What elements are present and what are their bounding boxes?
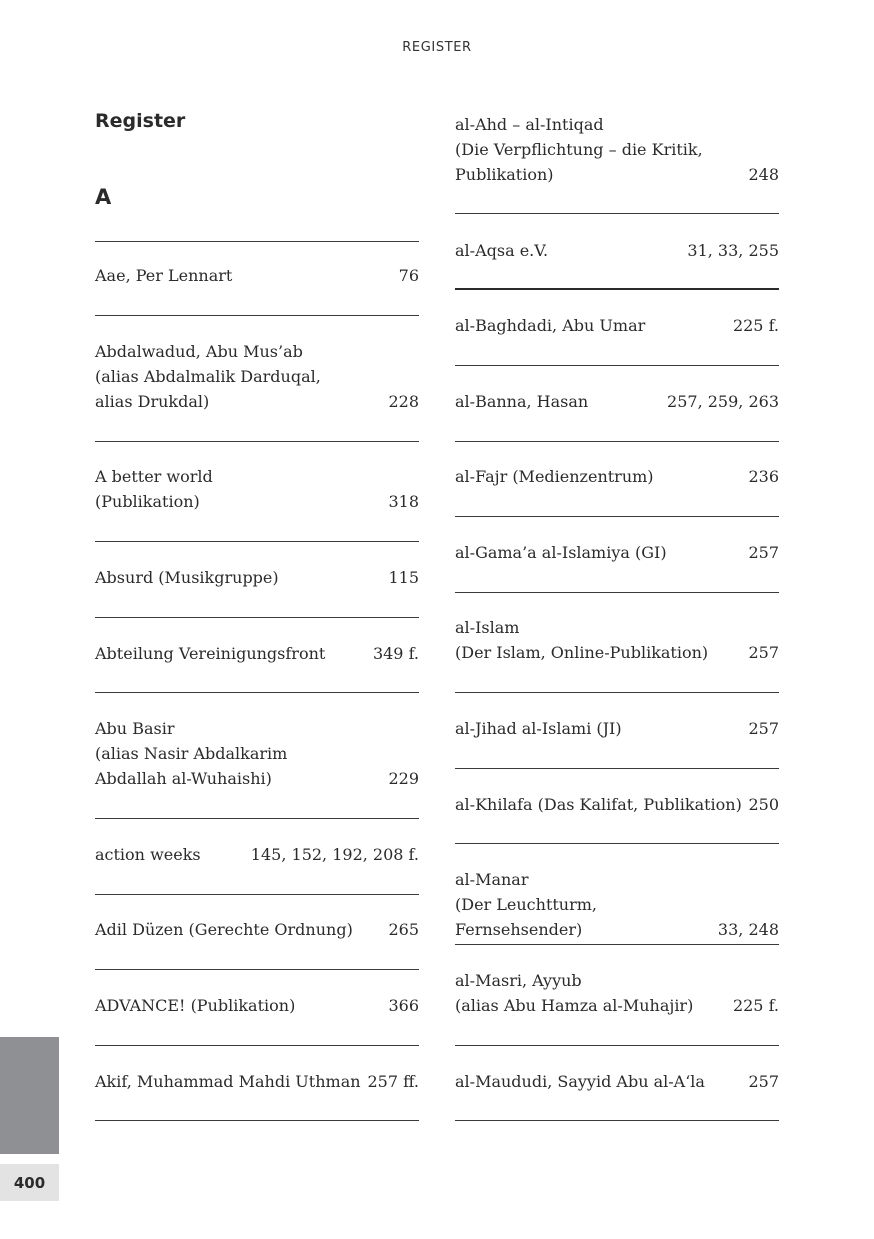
entry-divider <box>95 818 419 819</box>
index-entry <box>95 716 419 792</box>
entry-pages: 115 <box>388 568 419 587</box>
index-entry <box>95 464 419 514</box>
entry-pages: 257 <box>748 1072 779 1091</box>
entry-name: Abdalwadud, Abu Mus’ab (alias Abdalmalik Darduqal, alias Drukdal) <box>95 342 321 412</box>
entry-name: al-Jihad al-Islami (JI) <box>455 719 622 738</box>
index-entry <box>455 238 779 263</box>
entry-divider <box>455 1045 779 1046</box>
entry-divider <box>455 516 779 517</box>
register-title: Register <box>95 110 186 132</box>
entry-pages: 257, 259, 263 <box>667 392 779 411</box>
entry-pages: 257 ff. <box>367 1072 419 1091</box>
entry-pages: 366 <box>388 996 419 1015</box>
index-entry <box>455 867 779 943</box>
entry-divider <box>95 241 419 242</box>
entry-divider <box>455 288 779 290</box>
entry-name: al-Masri, Ayyub (alias Abu Hamza al-Muhajir) <box>455 971 694 1016</box>
entry-divider <box>95 692 419 693</box>
entry-name: al-Manar (Der Leuchtturm, Fernsehsender) <box>455 870 598 940</box>
entry-divider <box>455 944 779 945</box>
entry-name: al-Gama’a al-Islamiya (GI) <box>455 543 667 562</box>
entry-pages: 145, 152, 192, 208 f. <box>250 845 419 864</box>
entry-name: Abteilung Vereinigungsfront <box>95 644 326 663</box>
page-number: 400 <box>0 1164 59 1201</box>
index-entry <box>95 339 419 415</box>
entry-divider <box>455 592 779 593</box>
index-entry <box>95 917 419 942</box>
entry-divider <box>95 1045 419 1046</box>
entry-divider <box>95 315 419 316</box>
entry-pages: 257 <box>748 719 779 738</box>
letter-heading-a: A <box>95 185 112 209</box>
entry-pages: 265 <box>388 920 419 939</box>
side-thumb-tab <box>0 1037 59 1154</box>
entry-divider <box>95 617 419 618</box>
entry-name: al-Ahd – al-Intiqad (Die Verpflichtung – die Kritik, Publikation) <box>455 115 703 185</box>
index-entry <box>95 993 419 1018</box>
entry-divider <box>95 894 419 895</box>
entry-name: al-Islam (Der Islam, Online-Publikation) <box>455 618 709 663</box>
running-header: REGISTER <box>402 40 472 55</box>
index-entry <box>455 1069 779 1094</box>
entry-name: Adil Düzen (Gerechte Ordnung) <box>95 920 353 939</box>
entry-name: al-Aqsa e.V. <box>455 241 549 260</box>
entry-divider <box>455 843 779 844</box>
entry-divider <box>95 969 419 970</box>
entry-pages: 236 <box>748 467 779 486</box>
index-entry <box>455 968 779 1018</box>
entry-name: ADVANCE! (Publikation) <box>95 996 296 1015</box>
index-entry <box>95 263 419 288</box>
index-entry <box>455 716 779 741</box>
entry-pages: 225 f. <box>732 996 779 1016</box>
entry-pages: 76 <box>398 266 419 285</box>
entry-pages: 318 <box>388 492 419 512</box>
entry-pages: 257 <box>748 643 779 663</box>
entry-pages: 250 <box>748 795 779 814</box>
entry-divider <box>95 1120 419 1121</box>
index-entry <box>455 389 779 414</box>
entry-name: al-Fajr (Medienzentrum) <box>455 467 654 486</box>
entry-name: action weeks <box>95 845 201 864</box>
entry-divider <box>455 213 779 214</box>
entry-name: Aae, Per Lennart <box>95 266 233 285</box>
index-entry <box>455 112 779 188</box>
entry-divider <box>455 692 779 693</box>
entry-name: Abu Basir (alias Nasir Abdalkarim Abdallah al-Wuhaishi) <box>95 719 288 789</box>
entry-divider <box>95 541 419 542</box>
entry-name: A better world (Publikation) <box>95 467 213 512</box>
entry-name: al-Maududi, Sayyid Abu al-A‘la <box>455 1072 705 1091</box>
entry-pages: 248 <box>748 165 779 185</box>
index-entry <box>455 792 779 817</box>
entry-divider <box>95 441 419 442</box>
entry-divider <box>455 365 779 366</box>
entry-pages: 31, 33, 255 <box>687 241 779 260</box>
entry-divider <box>455 768 779 769</box>
entry-name: al-Banna, Hasan <box>455 392 589 411</box>
index-entry <box>455 464 779 489</box>
entry-name: Akif, Muhammad Mahdi Uthman <box>95 1072 361 1091</box>
index-entry <box>95 641 419 666</box>
entry-pages: 349 f. <box>372 644 419 663</box>
entry-pages: 225 f. <box>732 316 779 335</box>
index-entry <box>455 313 779 338</box>
entry-pages: 33, 248 <box>717 920 779 940</box>
entry-divider <box>455 441 779 442</box>
entry-name: Absurd (Musikgruppe) <box>95 568 279 587</box>
entry-name: al-Khilafa (Das Kalifat, Publikation) <box>455 795 742 814</box>
entry-name: al-Baghdadi, Abu Umar <box>455 316 646 335</box>
index-entry <box>95 842 419 867</box>
entry-divider <box>455 1120 779 1121</box>
index-entry <box>455 615 779 665</box>
index-entry <box>95 1069 419 1094</box>
index-entry <box>455 540 779 565</box>
entry-pages: 257 <box>748 543 779 562</box>
entry-pages: 229 <box>388 769 419 789</box>
entry-pages: 228 <box>388 392 419 412</box>
index-entry <box>95 565 419 590</box>
